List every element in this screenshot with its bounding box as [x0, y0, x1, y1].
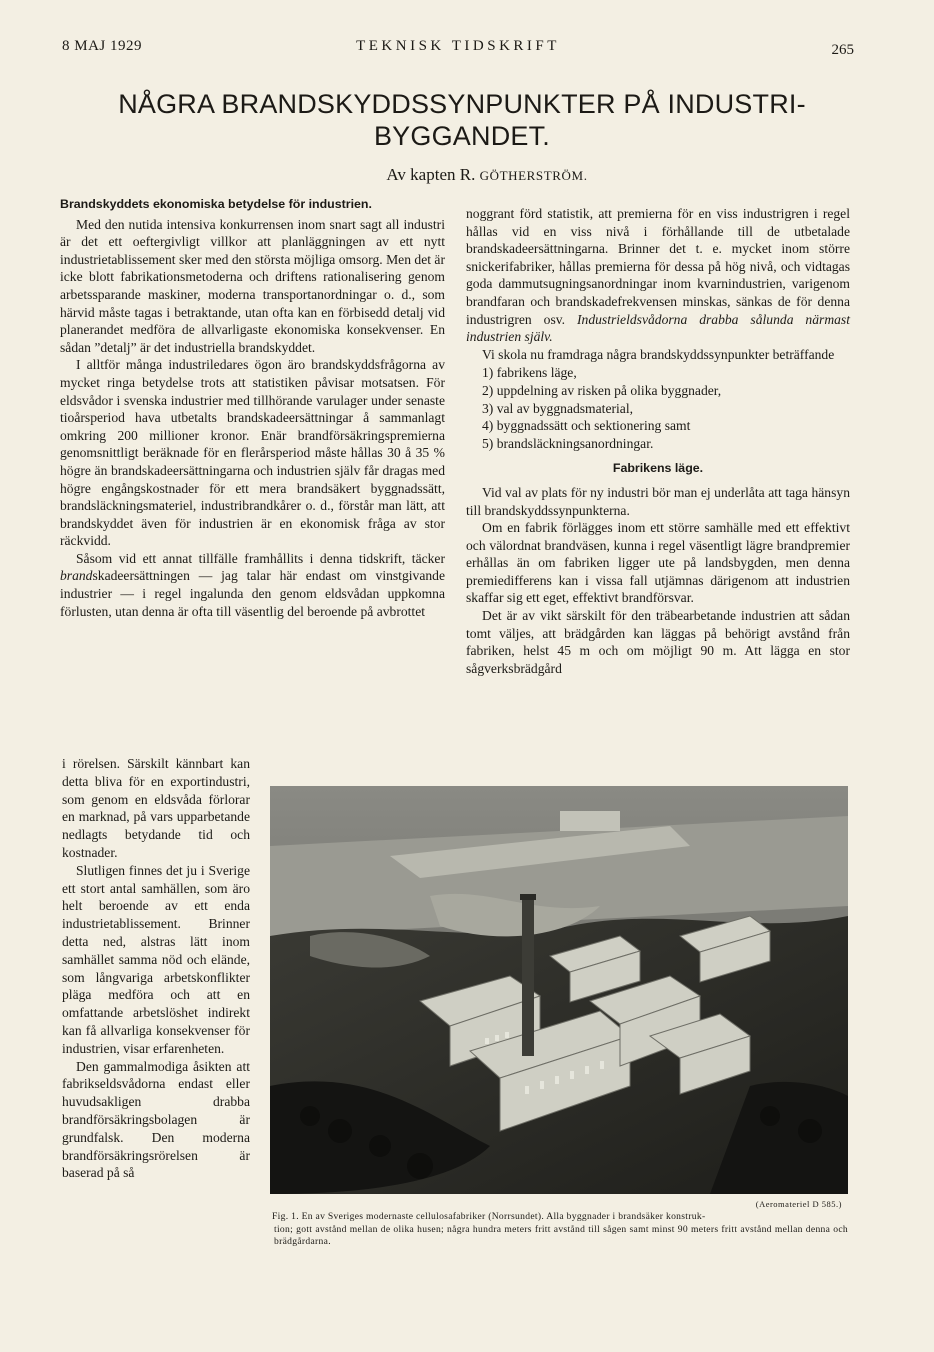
- photo-illustration: [270, 786, 848, 1194]
- text-run: Såsom vid ett annat tillfälle framhållits i denna tidskrift, täcker: [76, 550, 445, 566]
- right-column: [466, 205, 850, 677]
- emphasis: brand: [60, 568, 93, 584]
- author-name: GÖTHERSTRÖM.: [479, 168, 588, 183]
- paragraph: Slutligen finnes det ju i Sverige ett stort antal samhällen, som äro helt beroende av ett enda industrietablissement. Brinner detta ned, alstras lätt inom samhället samma nöd och elände, som långvariga arbetskonflikter pläga medföra och att en omfattande arbetslöshet indirekt kan få allvarliga konsekvenser för industrien, visar erfarenheten.: [62, 862, 250, 1056]
- list-item: 3) val av byggnadsmaterial,: [482, 400, 633, 416]
- author-line: [0, 165, 934, 185]
- paragraph: i rörelsen. Särskilt kännbart kan detta bliva för en exportindustri, som genom en eldsvåda förlorar en marknad, på vars upparbetande nedlagts betydande tid och kostnader.: [62, 756, 250, 860]
- narrow-column: [62, 755, 250, 1182]
- paragraph: [466, 205, 850, 346]
- paragraph: Vi skola nu framdraga några brandskyddssynpunkter beträffande: [482, 346, 835, 362]
- section-heading-economic: Brandskyddets ekonomiska betydelse för industrien.: [60, 197, 372, 211]
- paragraph: Den gammalmodiga åsikten att fabrikseldsvådorna endast eller huvudsakligen drabba brandförsäkringsbolagen är grundfalsk. Den moderna brandförsäkringsrörelsen är baserad på så: [62, 1058, 250, 1181]
- list-item: 2) uppdelning av risken på olika byggnader,: [482, 382, 722, 398]
- left-column: [60, 196, 445, 620]
- caption-line-2: tion; gott avstånd mellan de olika husen; några hundra meters fritt avstånd till sågen samt minst 90 meters fritt avstånd mellan denna och brädgårdarna.: [274, 1223, 848, 1248]
- page-number: 265: [831, 42, 854, 58]
- article-title: [60, 88, 864, 152]
- title-line-2: BYGGANDET.: [373, 121, 551, 151]
- paragraph: Med den nutida intensiva konkurrensen inom snart sagt all industri är det ett oeftergivligt villkor att planläggningen av ett nytt industrietablissement sker med den största möjliga omsorg. Men det är icke blott fabrikationsmetoderna och driftens rationalisering genom arbetssparande maskiner, moderna transportanordningar o. d., som härvid måste tagas i betraktande, utan ofta kan en förbisedd detalj vid planerandet medföra de allvarligaste ekonomiska konsekvenser. En sådan ”detalj” är det industriella brandskyddet.: [60, 216, 445, 355]
- section-heading-location: Fabrikens läge.: [612, 461, 704, 476]
- paragraph: [60, 550, 445, 620]
- paragraph: Om en fabrik förlägges inom ett större samhälle med ett effektivt och välordnat brandväsen, kunna i regel väsentligt lägre brandpremier erhållas än om fabriken ligger ute på landsbygden, men denna premiedifferens kan i vissa fall utjämnas därigenom att industrien skaffar sig ett eget, effektivt brandförsvar.: [466, 520, 850, 606]
- caption-line-1: Fig. 1. En av Sveriges modernaste cellulosafabriker (Norrsundet). Alla byggnader i brandsäker konstruk-: [272, 1211, 706, 1222]
- text-run: skadeersättningen — jag talar här endast om vinstgivande industrier — i regel ingalunda den genom eldsvådan uppkomna förlusten, utan denna är ofta till väsentlig del beroende på avbrottet: [60, 568, 445, 619]
- emphasis: Industrieldsvådorna drabba sålunda närmast industrien själv.: [466, 311, 851, 345]
- issue-date: 8 MAJ 1929: [62, 38, 143, 54]
- paragraph: Det är av vikt särskilt för den träbearbetande industrien att sådan tomt väljes, att brädgården kan läggas på behörigt avstånd från fabriken, helst 45 m och om möjligt 90 m. Att lägga en stor sågverksbrädgård: [466, 608, 850, 676]
- paragraph: Vid val av plats för ny industri bör man ej underlåta att taga hänsyn till brandskyddssynpunkterna.: [466, 484, 850, 518]
- list-item: 4) byggnadssätt och sektionering samt: [482, 418, 691, 434]
- synpunkter-list: [482, 364, 850, 452]
- journal-name: TEKNISK TIDSKRIFT: [356, 38, 560, 54]
- title-line-1: NÅGRA BRANDSKYDDSSYNPUNKTER PÅ INDUSTRI-: [118, 89, 806, 119]
- list-item: 5) brandsläckningsanordningar.: [482, 435, 654, 451]
- running-header: [62, 36, 854, 60]
- text-run: noggrant förd statistik, att premierna för en viss industrigren i regel hållas vid en viss nivå i förhållande till de utbetalade brandskadeersättningarna. Brinner det t. e. mycket inom större snickerifabriker, hållas premierna för dessa på hög nivå, och vidtagas goda dammutsugningsanordningar inom kvarnindustrien, varigenom brandfaran och brandskadefrekvensen minskas, sänkas de för denna industrigren osv.: [466, 206, 850, 327]
- author-prefix: Av kapten R.: [386, 165, 476, 184]
- photo-credit: (Aeromateriel D 585.): [755, 1199, 842, 1209]
- list-item: 1) fabrikens läge,: [482, 365, 577, 381]
- figure-caption: [272, 1211, 848, 1249]
- paragraph: I alltför många industriledares ögon äro brandskyddsfrågorna av mycket ringa betydelse trots att statistiken påvisar motsatsen. För eldsvådor i svenska industrier med tillhörande varulager under senaste tioårsperiod hava utbetalts brandskadeersättningar å sammanlagt omkring 200 millioner kronor. Enär brandförsäkringspremierna genomsnittligt beräknade för en flerårsperiod måste hållas 30 å 35 % högre än brandskadeersättningarna och industrien själv får dragas med högre engångskostnader för ett mera brandsäkert byggnadssätt, brandsläckningsmateriel, industribrandkårer o. d., förstår man lätt, att brandskyddet även för industrien är en ekonomisk fråga av stor räckvidd.: [60, 357, 445, 549]
- aerial-factory-photo: [270, 786, 848, 1194]
